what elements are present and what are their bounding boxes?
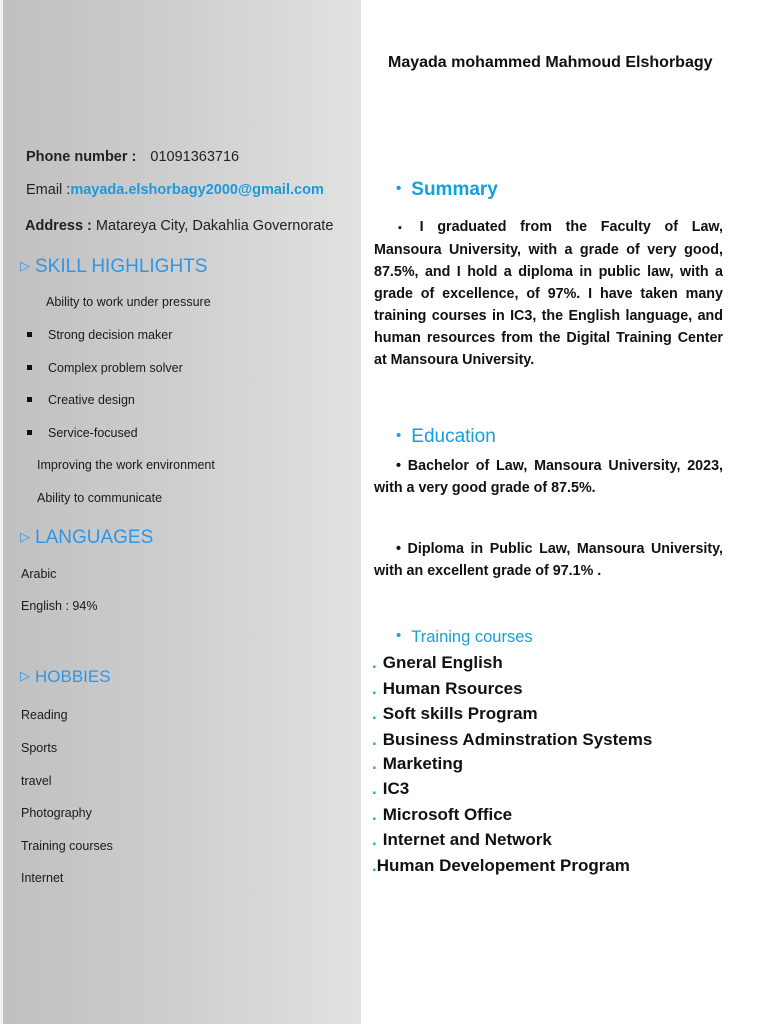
phone-label: Phone number :	[26, 149, 137, 165]
course-item: . Business Adminstration Systems	[372, 730, 653, 749]
address-value: Matareya City, Dakahlia Governorate	[95, 218, 334, 234]
skill-item-label: Service-focused	[48, 426, 138, 440]
language-item: Arabic	[21, 567, 57, 581]
email-label: Email :	[26, 182, 71, 198]
hobby-item: Reading	[21, 708, 68, 722]
summary-heading	[396, 179, 498, 201]
course-label: Internet and Network	[382, 830, 552, 849]
training-heading	[396, 628, 533, 647]
skills-heading-text: SKILL HIGHLIGHTS	[35, 256, 208, 277]
hobbies-heading-text: HOBBIES	[35, 667, 111, 686]
course-label: IC3	[382, 779, 410, 798]
hobby-item: Photography	[21, 806, 92, 820]
course-item: . Gneral English	[372, 653, 503, 672]
skill-item-label: Complex problem solver	[48, 361, 183, 375]
course-item: . Internet and Network	[372, 830, 552, 849]
summary-heading-text: Summary	[411, 179, 498, 200]
triangle-right-icon: ▷	[20, 668, 30, 683]
training-heading-text: Training courses	[411, 628, 533, 646]
course-label: Marketing	[382, 754, 464, 773]
skill-item: Ability to communicate	[37, 491, 163, 505]
square-bullet-icon	[27, 332, 32, 337]
education-item: • Bachelor of Law, Mansoura University, 2023, with a very good grade of 87.5%.	[374, 458, 723, 496]
hobby-item: travel	[21, 774, 52, 788]
bullet-icon: •	[396, 427, 402, 444]
hobby-item: Training courses	[21, 839, 113, 853]
hobby-item: Internet	[21, 871, 64, 885]
course-label: Gneral English	[382, 653, 503, 672]
skill-item: Improving the work environment	[37, 458, 215, 472]
course-label: Human Developement Program	[376, 856, 630, 875]
hobbies-heading	[20, 667, 111, 687]
phone-value[interactable]: 01091363716	[150, 149, 240, 165]
square-bullet-icon	[27, 365, 32, 370]
bullet-icon: •	[396, 180, 402, 197]
course-item: .Human Developement Program	[372, 856, 630, 875]
course-item: . Human Rsources	[372, 679, 523, 698]
languages-heading-text: LANGUAGES	[35, 527, 154, 548]
summary-text: I graduated from the Faculty of Law, Mansoura University, with a grade of very good, 87.5%, and I hold a diploma in public law, with a grade of excellence, of 97%. I have taken many training courses in IC3, the English language, and human resources from the Digital Training Center at Mansoura University.	[374, 219, 723, 368]
skills-heading	[20, 256, 207, 278]
course-item: . Marketing	[372, 754, 464, 773]
languages-heading	[20, 527, 153, 549]
course-item: . Microsoft Office	[372, 805, 513, 824]
course-item: . IC3	[372, 779, 410, 798]
education-heading-text: Education	[411, 426, 496, 447]
page-title: Mayada mohammed Mahmoud Elshorbagy	[388, 54, 713, 71]
skill-item	[27, 393, 135, 407]
language-item: English : 94%	[21, 599, 98, 613]
skill-item	[27, 328, 172, 342]
skill-item-label: Strong decision maker	[48, 328, 173, 342]
address-label: Address :	[25, 218, 92, 234]
triangle-right-icon: ▷	[20, 529, 30, 544]
course-label: Microsoft Office	[382, 805, 513, 824]
square-bullet-icon: ▪	[398, 222, 412, 234]
address-row	[25, 218, 333, 234]
summary-paragraph	[374, 216, 723, 371]
skill-item-label: Creative design	[48, 393, 135, 407]
skill-item	[27, 361, 183, 375]
course-item: . Soft skills Program	[372, 704, 538, 723]
education-heading	[396, 426, 496, 448]
skill-item	[27, 426, 138, 440]
course-label: Business Adminstration Systems	[382, 730, 653, 749]
square-bullet-icon	[27, 430, 32, 435]
email-link[interactable]: mayada.elshorbagy2000@gmail.com	[70, 182, 324, 198]
education-item: • Diploma in Public Law, Mansoura University, with an excellent grade of 97.1% .	[374, 541, 723, 579]
hobby-item: Sports	[21, 741, 58, 755]
email-row	[26, 182, 324, 198]
skill-item: Ability to work under pressure	[46, 295, 211, 309]
triangle-right-icon: ▷	[20, 258, 30, 273]
course-label: Human Rsources	[382, 679, 523, 698]
course-label: Soft skills Program	[382, 704, 538, 723]
phone-row	[26, 149, 239, 165]
square-bullet-icon	[27, 397, 32, 402]
bullet-icon: •	[396, 627, 402, 644]
